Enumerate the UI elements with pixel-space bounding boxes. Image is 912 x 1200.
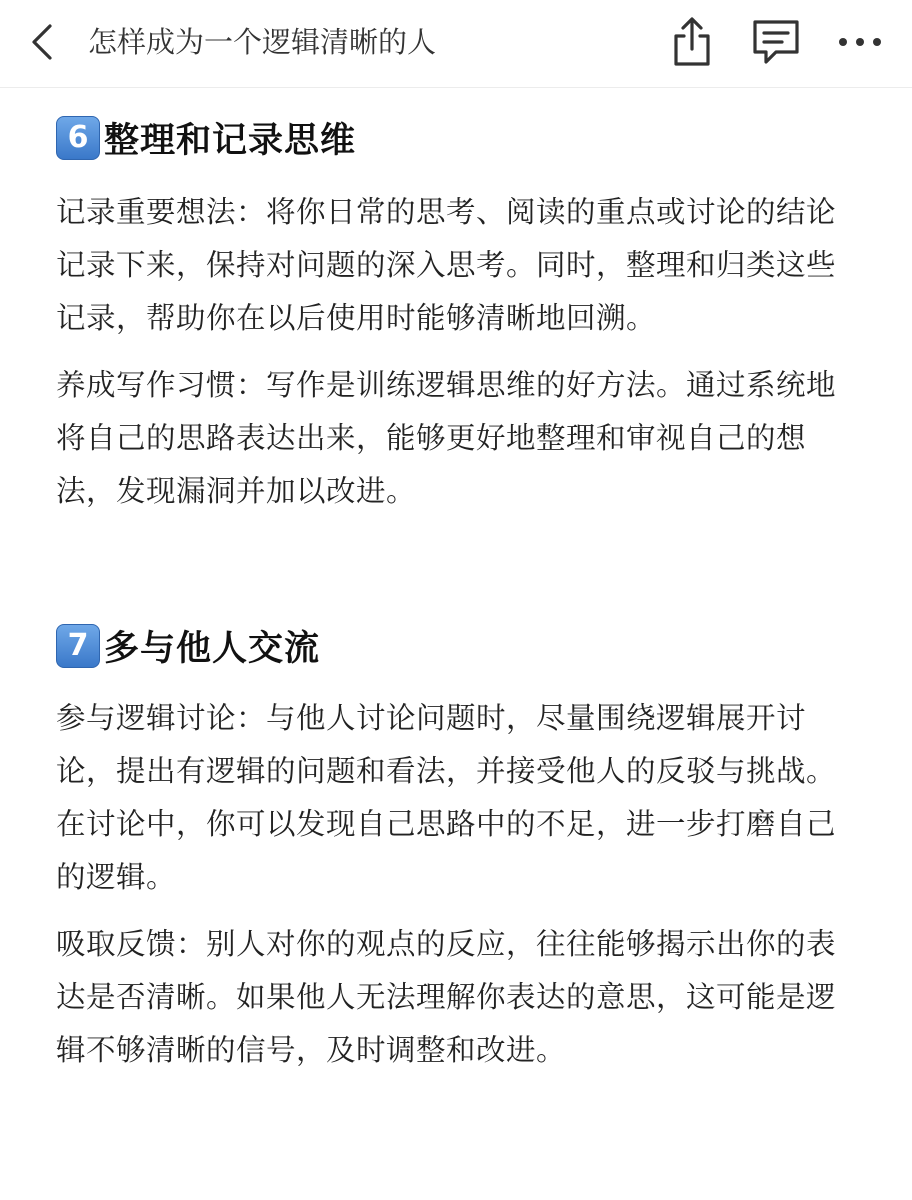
- section-heading: [56, 108, 856, 168]
- paragraph: 参与逻辑讨论：与他人讨论问题时，尽量围绕逻辑展开讨论，提出有逻辑的问题和看法，并接受他人的反驳与挑战。在讨论中，你可以发现自己思路中的不足，进一步打磨自己的逻辑。: [56, 701, 837, 894]
- section-heading: [56, 616, 856, 676]
- more-icon: [837, 36, 883, 48]
- chevron-left-icon: [30, 23, 54, 61]
- section-heading-text: 多与他人交流: [104, 629, 321, 669]
- section-organize-thinking: [56, 108, 856, 518]
- back-button[interactable]: [22, 20, 62, 64]
- more-button[interactable]: [832, 14, 888, 70]
- paragraph: 吸取反馈：别人对你的观点的反应，往往能够揭示出你的表达是否清晰。如果他人无法理解你表达的意思，这可能是逻辑不够清晰的信号，及时调整和改进。: [56, 927, 837, 1067]
- top-nav-bar: [0, 0, 912, 88]
- article-content: [56, 108, 856, 1067]
- section-heading-text: 整理和记录思维: [104, 121, 357, 161]
- share-button[interactable]: [664, 14, 720, 70]
- share-icon: [670, 16, 714, 68]
- section-communicate: [56, 616, 856, 1077]
- comment-button[interactable]: [748, 14, 804, 70]
- paragraph: 养成写作习惯：写作是训练逻辑思维的好方法。通过系统地将自己的思路表达出来，能够更好地整理和审视自己的想法，发现漏洞并加以改进。: [56, 368, 837, 508]
- page-title: 怎样成为一个逻辑清晰的人: [88, 25, 437, 59]
- number-badge: 6: [56, 116, 100, 160]
- paragraph: 记录重要想法：将你日常的思考、阅读的重点或讨论的结论记录下来，保持对问题的深入思考。同时，整理和归类这些记录，帮助你在以后使用时能够清晰地回溯。: [56, 195, 837, 335]
- comment-icon: [750, 17, 802, 67]
- number-badge: 7: [56, 624, 100, 668]
